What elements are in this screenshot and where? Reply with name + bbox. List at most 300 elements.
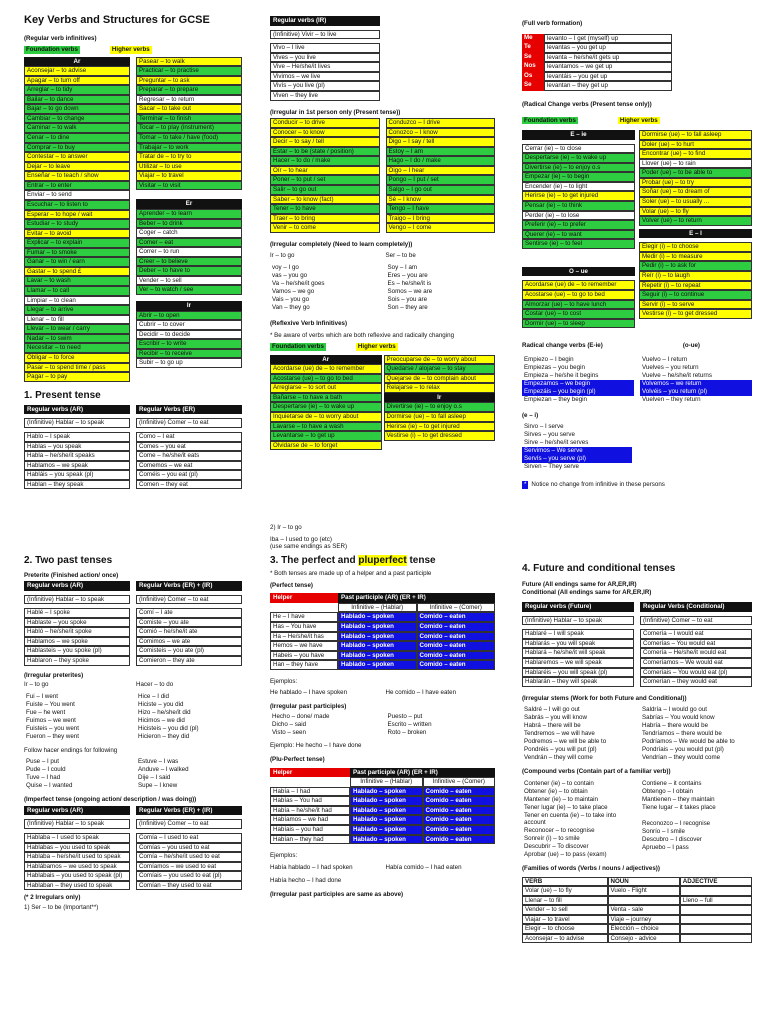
regular-infinitives-heading: (Regular verb infinitives)	[24, 35, 97, 43]
perfect-sub-heading: (Perfect tense)	[270, 581, 313, 589]
list-item: Hablaron – they spoke	[24, 656, 130, 666]
list-item: Estar – to be (state / position)	[270, 147, 380, 157]
list-item: Soy – I am	[387, 263, 418, 271]
hablado-cell: Hablado – spoken	[350, 835, 423, 845]
other-irregulars	[24, 758, 242, 790]
list-item: Divertirse (ie) – to enjoy o.s	[384, 402, 496, 412]
list-item: Sirvo – I serve	[524, 423, 564, 431]
pronoun-cell: Se	[522, 53, 544, 63]
list-item: Sonrío – I smile	[642, 827, 685, 835]
verb-cell: Volar (ue) – to fly	[522, 886, 608, 896]
imperfect-ar-header: Regular verbs (AR)	[24, 806, 130, 816]
vivir-infinitive: (Infinitive) Vivir – to live	[270, 30, 380, 40]
verb-cell: Vender – to sell	[522, 905, 608, 915]
table-row	[522, 915, 752, 925]
list-item: Volver (ue) – to return	[639, 216, 752, 226]
list-item: Preferir (ie) – to prefer	[522, 220, 635, 230]
perfect-inf-row	[270, 603, 495, 613]
helper-cell: Ha – He/she/it has	[270, 632, 338, 642]
list-item: Supe – I knew	[138, 782, 178, 790]
noun-cell	[608, 896, 680, 906]
list-item: Costar (ue) – to cost	[522, 309, 635, 319]
list-item: Esperar – to hope / wait	[24, 210, 130, 220]
list-item: Despertarse (ie) – to wake up	[522, 153, 635, 163]
list-item: Aprender – to learn	[136, 209, 242, 219]
list-item: Repetir (i) – to repeat	[639, 281, 752, 291]
notice-row	[522, 481, 752, 489]
list-item: Pagar – to pay	[24, 372, 130, 382]
list-item: Dicho – said	[272, 721, 307, 729]
present-er-header: Regular Verbs (ER)	[136, 405, 242, 415]
helper-cell: He – I have	[270, 612, 338, 622]
list-item: Hablas – you speak	[24, 442, 130, 452]
ir-go-label: Ir – to go	[24, 681, 49, 689]
irregular-first-person-table	[270, 118, 495, 233]
plu-inf-comer: Infinitive – (Comer)	[423, 777, 496, 787]
list-item: Pude – I could	[26, 766, 66, 774]
list-item: Encender (ie) – to light	[522, 182, 635, 192]
helper-header: Helper	[270, 593, 338, 603]
list-item: Aprobar (ue) – to pass (exam)	[524, 850, 607, 858]
table-row	[270, 835, 495, 845]
list-item: Soñar (ue) – to dream of	[639, 187, 752, 197]
families-header	[522, 877, 752, 887]
list-item: Pondréis – you will put (pl)	[524, 746, 597, 754]
noun-cell: Elección – choice	[608, 924, 680, 934]
two-irregulars-note: (* 2 Irregulars only)	[24, 894, 81, 902]
list-item: Vendrían – they would come	[642, 754, 721, 762]
table-row	[522, 886, 752, 896]
list-item: Comía – he/she/it used to eat	[136, 852, 242, 862]
helper-cell: Habíamos – we had	[270, 815, 350, 825]
list-item: Hablasteis – you spoke (pl)	[24, 646, 130, 656]
list-item: Digo – I say / tell	[386, 137, 496, 147]
list-item: Quedarse / alojarse – to stay	[384, 364, 496, 374]
list-item: Tener – to have	[270, 204, 380, 214]
list-item: Venir – to come	[270, 223, 380, 233]
list-item: Hablarán – they will speak	[522, 677, 634, 687]
list-item: Hablaban – they used to speak	[24, 881, 130, 891]
list-item: Necesitar – to need	[24, 343, 130, 353]
list-item: Hablaréis – you will speak (pl)	[522, 668, 634, 678]
list-item: Enviar – to send	[24, 190, 130, 200]
list-item: Empezamos – we begin	[522, 380, 634, 388]
list-item: Volvéis – you return (pl)	[640, 388, 752, 396]
future-conditional-heading: 4. Future and conditional tenses	[522, 562, 676, 574]
list-item: Entrar – to enter	[24, 181, 130, 191]
table-row	[522, 934, 752, 944]
list-item: Hablamos – we speak	[24, 461, 130, 471]
hablado-cell: Hablado – spoken	[338, 612, 417, 622]
past-participle-header: Past participle (AR) (ER + IR)	[338, 593, 495, 603]
comido-cell: Comido – eaten	[417, 641, 496, 651]
ser-label: Ser – to be	[385, 252, 416, 260]
conditional-infinitive: (Infinitive) Comer – to eat	[640, 616, 752, 626]
list-item: Podríamos – We would be able to	[642, 738, 735, 746]
list-item: Tendríamos – there would be	[642, 730, 722, 738]
reflexive-row	[522, 53, 672, 63]
comido-cell: Comido – eaten	[423, 825, 496, 835]
list-item: Sirves – you serve	[524, 431, 575, 439]
list-item: Sois – you are	[387, 295, 428, 303]
list-item: Beber – to drink	[136, 219, 242, 229]
list-item: Comemos – we eat	[136, 461, 242, 471]
list-item: Vivo – I live	[270, 43, 380, 53]
column-1	[24, 14, 242, 911]
list-item: Comimos – we ate	[136, 637, 242, 647]
list-item: Hablabas – you used to speak	[24, 843, 130, 853]
radical-examples-heading: Radical change verbs (E-ie)	[522, 342, 603, 350]
list-item: Bajar – to go down	[24, 104, 130, 114]
comido-cell: Comido – eaten	[423, 806, 496, 816]
list-item: Herirse (ie) – to get injured	[522, 191, 635, 201]
helper-cell: Habían – they had	[270, 835, 350, 845]
hablado-cell: Hablado – spoken	[350, 806, 423, 816]
list-item: Ganar – to win / earn	[24, 257, 130, 267]
reflexive-heading: (Reflexive Verb Infinitives)	[270, 319, 348, 327]
list-item: Comí – I ate	[136, 608, 242, 618]
comido-cell: Comido – eaten	[423, 815, 496, 825]
list-item: Hice – I did	[138, 692, 169, 700]
list-item: Somos – we are	[387, 287, 433, 295]
list-item: Despertarse (ie) – to wake up	[270, 402, 382, 412]
list-item: Comía – I used to eat	[136, 833, 242, 843]
table-row	[270, 815, 495, 825]
list-item: Contiene – it contains	[642, 779, 702, 787]
comido-cell: Comido – eaten	[417, 651, 496, 661]
list-item: Escribir – to write	[136, 339, 242, 349]
list-item: voy – I go	[272, 263, 299, 271]
preterite-ar-infinitive: (Infinitive) Hablar – to speak	[24, 595, 130, 605]
helper-cell: Habeis – you have	[270, 651, 338, 661]
list-item: Puse – I put	[26, 758, 60, 766]
list-item: Cenar – to dine	[24, 133, 130, 143]
list-item: Soler (ue) – to usually ...	[639, 197, 752, 207]
comido-cell: Comido – eaten	[417, 622, 496, 632]
hablado-cell: Hablado – spoken	[350, 787, 423, 797]
present-ar-infinitive: (Infinitive) Hablar – to speak	[24, 418, 130, 428]
verb-cell: levanta – he/she/it gets up	[544, 53, 672, 63]
list-item: Quise – I wanted	[26, 782, 73, 790]
list-item: Fuiste – You went	[26, 700, 75, 708]
hablado-cell: Hablado – spoken	[338, 651, 417, 661]
list-item: Hablo – I speak	[24, 432, 130, 442]
noun-cell: Vuelo - Flight	[608, 886, 680, 896]
list-item: Puesto – put	[387, 713, 423, 721]
adjective-cell	[680, 924, 752, 934]
list-item: Vuelves – you return	[642, 363, 699, 371]
foundation-label: Foundation verbs	[524, 116, 576, 124]
list-item: Almorzar (ue) – to have lunch	[522, 300, 635, 310]
pluperfect-heading: (Plu-Perfect tense)	[270, 756, 325, 763]
list-item: Herirse (ie) – to get injured	[384, 422, 496, 432]
list-item: Conozco – I know	[386, 128, 496, 138]
list-item: Abrir – to open	[136, 311, 242, 321]
radical-change-heading: (Radical Change verbs (Present tense only))	[522, 100, 652, 108]
list-item: Vestirse (i) – to get dressed	[639, 309, 752, 319]
list-item: Reír (i) – to laugh	[639, 271, 752, 281]
list-item: Hablarás – you will speak	[522, 639, 634, 649]
verb-cell: Elegir – to choose	[522, 924, 608, 934]
list-item: Coméis – you eat (pl)	[136, 470, 242, 480]
preterite-ar-header: Regular verbs (AR)	[24, 581, 130, 591]
comido-cell: Comido – eaten	[417, 660, 496, 670]
list-item: Llevar – to wear / carry	[24, 324, 130, 334]
irregular-completely	[270, 252, 495, 312]
list-item: Hablamos – we spoke	[24, 637, 130, 647]
list-item: Podremos – we will be able to	[524, 738, 607, 746]
list-item: Ver – to watch / see	[136, 285, 242, 295]
notice-marker: *	[524, 481, 527, 489]
helper-cell: Hemos – we have	[270, 641, 338, 651]
list-item: Explicar – to explain	[24, 238, 130, 248]
perfect-table-header	[270, 593, 495, 603]
list-item: Hiciste – you did	[138, 700, 184, 708]
list-item: Hablará – he/she/it will speak	[522, 648, 634, 658]
list-item: Encontrar (ue) – to find	[639, 149, 752, 159]
list-item: Vestirse (i) – to get dressed	[384, 431, 496, 441]
list-item: Empiezan – they begin	[524, 395, 587, 403]
hablado-cell: Hablado – spoken	[338, 660, 417, 670]
follow-hacer-note: Follow hacer endings for following	[24, 746, 118, 754]
table-row	[270, 796, 495, 806]
pronoun-cell: Nos	[522, 62, 544, 72]
e-ie-header: E – ie	[522, 130, 635, 140]
list-item: Hicisteis – you did (pl)	[138, 724, 199, 732]
list-item: Obtengo – I obtain	[642, 787, 693, 795]
list-item: Oír – to hear	[270, 166, 380, 176]
list-item: Servir (i) – to serve	[639, 300, 752, 310]
table-row	[270, 622, 495, 632]
ejemplos-plu-label: Ejemplos:	[270, 852, 298, 860]
ser-imperfect-label: 1) Ser – to be (Important**)	[24, 903, 99, 911]
ejemplo-he-hecho: Ejemplo: He hecho – I have done	[270, 742, 362, 750]
list-item: Mantener (ie) – to maintain	[524, 795, 598, 803]
list-item: Pasear – to walk	[136, 57, 242, 67]
list-item: Poner – to put / set	[270, 175, 380, 185]
refl-ir-header: Ir	[384, 393, 496, 403]
preterite-er-infinitive: (Infinitive) Comer – to eat	[136, 595, 242, 605]
table-row	[270, 632, 495, 642]
list-item: Sacar – to take out	[136, 104, 242, 114]
hacer-do-label: Hacer – to do	[136, 681, 174, 689]
list-item: Acordarse (ue) de – to remember	[270, 364, 382, 374]
list-item: Fuimos – we went	[26, 716, 76, 724]
list-item: Escrito – written	[387, 721, 432, 729]
list-item: Comían – they used to eat	[136, 881, 242, 891]
list-item: Descubrir – To discover	[524, 842, 589, 850]
irregular-first-person-heading: (Irregular in 1st person only (Present tense))	[270, 108, 401, 116]
families-heading: (Families of words (Verbs / nouns / adjectives))	[522, 864, 660, 872]
list-item: Reconozco – I recognise	[642, 819, 711, 827]
verb-cell: Llenar – to fill	[522, 896, 608, 906]
o-ue-header: O – ue	[522, 267, 635, 277]
list-item: Hablaba – I used to speak	[24, 833, 130, 843]
list-item: Viajar – to travel	[136, 171, 242, 181]
list-item: Hablaste – you spoke	[24, 618, 130, 628]
list-item: Dormirse (ue) – to fall asleep	[639, 130, 752, 140]
hablado-cell: Hablado – spoken	[338, 641, 417, 651]
hablado-cell: Hablado – spoken	[338, 622, 417, 632]
list-item: Llover (ue) – to rain	[639, 159, 752, 169]
higher-label: Higher verbs	[619, 116, 658, 124]
list-item: Llamar – to call	[24, 286, 130, 296]
imperfect-er-header: Regular Verbs (ER) + (IR)	[136, 806, 242, 816]
conditional-endings: Conditional (All endings same for AR,ER,IR)	[522, 588, 652, 596]
list-item: Vender – to sell	[136, 276, 242, 286]
imperfect-heading: (Imperfect tense (ongoing action/ description / was doing))	[24, 796, 197, 804]
plu-inf-hablar: Infinitive – (Hablar)	[350, 777, 423, 787]
pronoun-cell: Os	[522, 72, 544, 82]
hablado-cell: Hablado – spoken	[350, 815, 423, 825]
noun-cell: Venta - sale	[608, 905, 680, 915]
list-item: Vuelven – they return	[642, 395, 701, 403]
example-plu-hecho: Había hecho – I had done	[270, 877, 342, 885]
table-row	[270, 806, 495, 816]
list-item: Vuelvo – I return	[642, 355, 688, 363]
ir-label: Ir – to go	[270, 252, 295, 260]
pluperfect-table-header	[270, 768, 495, 778]
list-item: Conduzco – I drive	[386, 118, 496, 128]
refl-ar-header: Ar	[270, 355, 382, 365]
list-item: Mantienen – they maintain	[642, 795, 715, 803]
table-row	[522, 905, 752, 915]
list-item: Subir – to go up	[136, 358, 242, 368]
irregular-pp-list	[270, 713, 495, 737]
list-item: Tener en cuenta (ie) – to take into account	[524, 811, 617, 827]
list-item: Vengo – I come	[386, 223, 496, 233]
irregular-preterites	[24, 681, 242, 741]
list-item: Fueron – they went	[26, 732, 79, 740]
list-item: Pensar (ie) – to think	[522, 201, 635, 211]
example-plu-comido: Había comido – I had eaten	[385, 863, 462, 871]
list-item: Habría – there would be	[642, 722, 709, 730]
list-item: Escuchar – to listen to	[24, 200, 130, 210]
helper-cell: Habías – You had	[270, 796, 350, 806]
list-item: Estuve – I was	[138, 758, 179, 766]
table-row	[270, 651, 495, 661]
list-item: Lavarse – to have a wash	[270, 422, 382, 432]
irregular-plu-note: (Irregular past participles are same as above)	[270, 890, 404, 898]
higher-label: Higher verbs	[111, 45, 150, 53]
iba-note: (use same endings as SER)	[270, 543, 348, 551]
list-item: Acostarse (ue) – to go to bed	[270, 374, 382, 384]
higher-label: Higher verbs	[357, 343, 396, 351]
list-item: Probar (ue) – to try	[639, 178, 752, 188]
hablado-cell: Hablado – spoken	[350, 825, 423, 835]
list-item: Estoy – I am	[386, 147, 496, 157]
helper-cell: Han – they have	[270, 660, 338, 670]
infinitives-table	[24, 57, 242, 382]
list-item: Vivís – you live (pl)	[270, 81, 380, 91]
reflexive-row	[522, 72, 672, 82]
future-conditional-table	[522, 602, 752, 687]
list-item: Llegar – to arrive	[24, 305, 130, 315]
list-item: Oigo – I hear	[386, 166, 496, 176]
list-item: Sabrías – You would know	[642, 714, 715, 722]
list-item: Saldré – I will go out	[524, 706, 580, 714]
pronoun-cell: Se	[522, 81, 544, 91]
list-item: Vuelve – he/she/it returns	[642, 371, 712, 379]
list-item: Habla – he/she/it speaks	[24, 451, 130, 461]
list-item: Sé – I know	[386, 195, 496, 205]
reflexive-row	[522, 62, 672, 72]
foundation-label: Foundation verbs	[272, 343, 324, 351]
list-item: Volvemos – we return	[640, 380, 752, 388]
list-item: Preparar – to prepare	[136, 85, 242, 95]
notice-text: Notice no change from infinitive in these persons	[531, 481, 665, 489]
list-item: Inquietarse de – to worry about	[270, 412, 382, 422]
list-item: Sonreír (i) – to smile	[524, 834, 580, 842]
verb-cell: Viajar – to travel	[522, 915, 608, 925]
verb-cell: Aconsejar – to advise	[522, 934, 608, 944]
list-item: Dormirse (ue) – to fall asleep	[384, 412, 496, 422]
list-item: Apagar – to turn off	[24, 76, 130, 86]
list-item: Hablabais – you used to speak (pl)	[24, 871, 130, 881]
list-item: Vivimos – we live	[270, 72, 380, 82]
list-item: vas – you go	[272, 271, 308, 279]
list-item: Obtener (ie) – to obtain	[524, 787, 588, 795]
list-item: Estudiar – to study	[24, 219, 130, 229]
verb-cell: levantamos – we get up	[544, 62, 672, 72]
plu-helper-header: Helper	[270, 768, 350, 778]
helper-cell: Había – he/she/it had	[270, 806, 350, 816]
list-item: Viven – they live	[270, 91, 380, 101]
irregular-completely-heading: (Irregular completely (Need to learn completely))	[270, 240, 413, 248]
list-item: Comería – He/she/it would eat	[640, 648, 752, 658]
ar-header: Ar	[24, 57, 130, 67]
list-item: Hizo – he/she/it did	[138, 708, 191, 716]
e-i-examples-heading: (e – i)	[522, 411, 539, 419]
list-item: Es – he/she/it is	[387, 279, 432, 287]
list-item: Pedir (i) – to ask for	[639, 261, 752, 271]
list-item: Acostarse (ue) – to go to bed	[522, 290, 635, 300]
comido-cell: Comido – eaten	[423, 796, 496, 806]
list-item: Cerrar (ie) – to close	[522, 144, 635, 154]
list-item: Dormir (ue) – to sleep	[522, 319, 635, 329]
list-item: Empieza – he/she it begins	[524, 371, 599, 379]
list-item: Deber – to have to	[136, 266, 242, 276]
inf-comer: Infinitive – (Comer)	[417, 603, 496, 613]
list-item: Dejar – to leave	[24, 162, 130, 172]
list-item: Perder (ie) – to lose	[522, 211, 635, 221]
list-item: Obligar – to force	[24, 353, 130, 363]
present-tense-heading: 1. Present tense	[24, 389, 101, 401]
future-header: Regular verbs (Future)	[522, 602, 634, 612]
table-row	[270, 660, 495, 670]
list-item: Divertirse (ie) – to enjoy o.s	[522, 163, 635, 173]
iba-label: Iba – I used to go (etc)	[270, 535, 332, 543]
verb-cell: levanto – I get (myself) up	[544, 34, 672, 44]
list-item: Sirve – he/she/it serves	[524, 439, 589, 447]
adjective-header: ADJECTIVE	[680, 877, 752, 887]
comido-cell: Comido – eaten	[417, 632, 496, 642]
list-item: Descubro – I discover	[642, 835, 702, 843]
preterite-heading: Preterite (Finished action/ once)	[24, 571, 119, 579]
list-item: Seguir (i) – to continue	[639, 290, 752, 300]
comido-cell: Comido – eaten	[423, 835, 496, 845]
present-ar-header: Regular verbs (AR)	[24, 405, 130, 415]
list-item: Preguntar – to ask	[136, 76, 242, 86]
noun-cell: Consejo - advice	[608, 934, 680, 944]
regular-ir-header: Regular verbs (IR)	[270, 16, 380, 26]
list-item: Regresar – to return	[136, 95, 242, 105]
helper-cell: Habíais – you had	[270, 825, 350, 835]
list-item: Fumar – to smoke	[24, 248, 130, 258]
plu-inf-row	[270, 777, 495, 787]
list-item: Dije – I said	[138, 774, 171, 782]
list-item	[640, 812, 752, 820]
